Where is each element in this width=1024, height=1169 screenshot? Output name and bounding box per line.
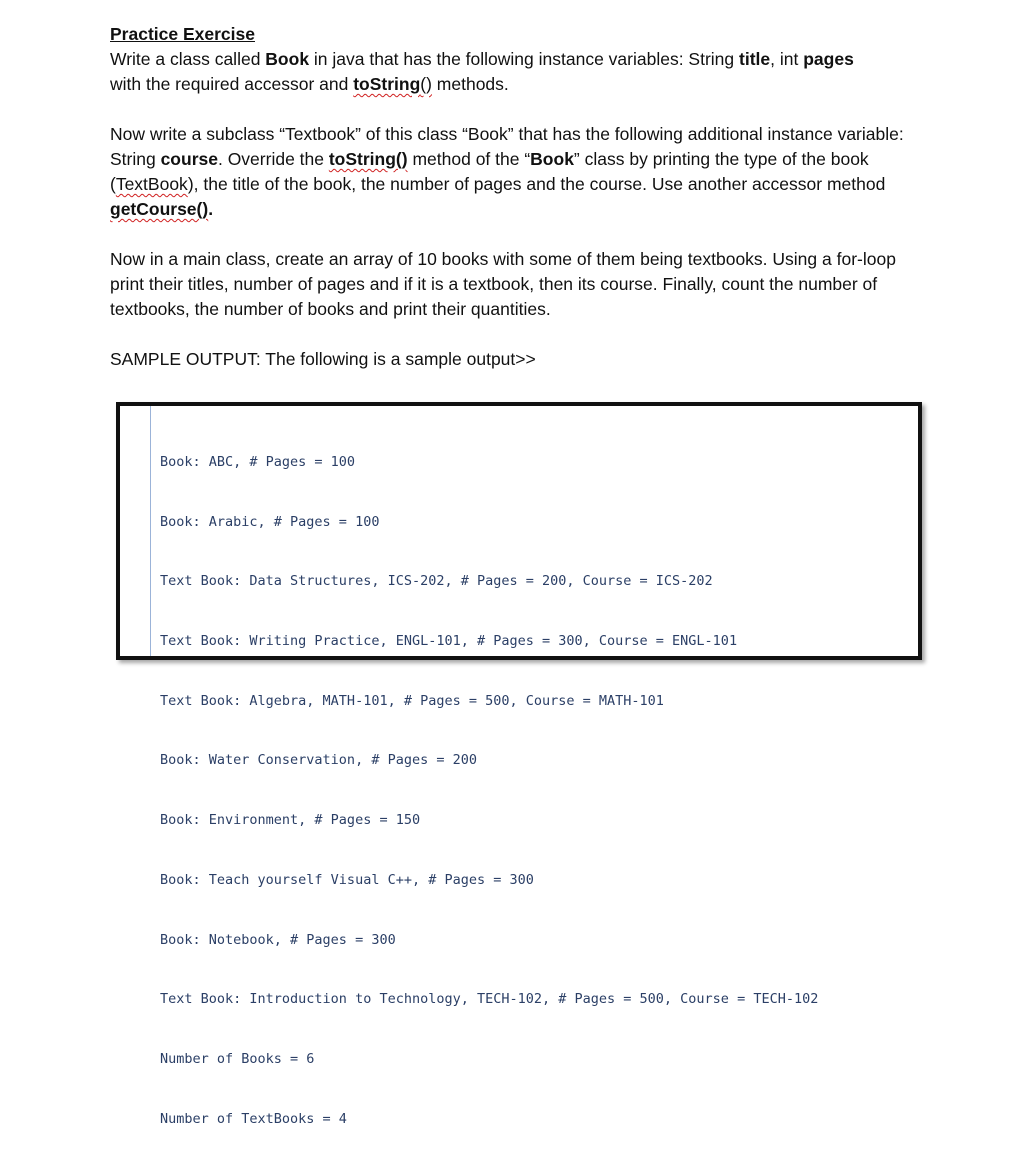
output-line: Book: Environment, # Pages = 150: [160, 812, 421, 829]
sample-output-label: SAMPLE OUTPUT: The following is a sample output>>: [110, 349, 536, 369]
bold-text: pages: [803, 49, 854, 69]
text: ” class by printing the type of the book (: [110, 149, 869, 194]
output-line: Book: Water Conservation, # Pages = 200: [160, 752, 477, 769]
bold-text: getCourse(): [110, 199, 209, 219]
text: ), the title of the book, the number of pages and the course. Use another accessor method: [187, 174, 886, 194]
output-line: Text Book: Data Structures, ICS-202, # Pages = 200, Course = ICS-202: [160, 573, 713, 590]
paragraph-book-class: [110, 47, 910, 97]
console-output-lines: [160, 413, 818, 1169]
sample-output-console: [116, 402, 922, 1127]
text: Write a class called: [110, 49, 266, 69]
text: . Override the: [217, 149, 329, 169]
bold-text: toString(): [328, 149, 408, 169]
paragraph-textbook-subclass: [110, 122, 910, 222]
output-line: Book: Teach yourself Visual C++, # Pages = 300: [160, 871, 534, 888]
bold-text: Book: [265, 49, 310, 69]
text: with the required accessor and: [110, 74, 354, 94]
bold-text: Book: [530, 149, 574, 169]
text: Now write a subclass “Textbook” of this class “Book” that has the following additional instance variable: String: [110, 124, 904, 169]
output-line: Number of Books = 6: [160, 1051, 315, 1067]
output-line: Book: Notebook, # Pages = 300: [160, 931, 396, 948]
output-line: Text Book: Writing Practice, ENGL-101, # Pages = 300, Course = ENGL-101: [160, 632, 738, 649]
bold-text: title: [739, 49, 771, 69]
text: in java that has the following instance variables: String: [309, 49, 740, 69]
bold-text: course: [160, 149, 218, 169]
text: .: [208, 199, 214, 219]
output-line: Text Book: Introduction to Technology, TECH-102, # Pages = 500, Course = TECH-102: [160, 991, 819, 1008]
text: TextBook: [115, 174, 188, 194]
page-title: Practice Exercise: [110, 24, 255, 44]
bold-text: toString: [353, 74, 421, 94]
text: methods.: [431, 74, 509, 94]
output-line: Book: Arabic, # Pages = 100: [160, 513, 380, 530]
output-line: Number of TextBooks = 4: [160, 1110, 347, 1127]
output-line: Book: ABC, # Pages = 100: [160, 453, 356, 470]
console-gutter-line: [150, 406, 151, 656]
paragraph-main-class: Now in a main class, create an array of 10 books with some of them being textbooks. Using a for-loop print their titles, number of pages and if it is a textbook, then its course. Finally, count the number of textbooks, the number of books and print their quantities.: [110, 249, 896, 319]
text: (): [420, 74, 432, 94]
text: method of the “: [407, 149, 531, 169]
document-body: [110, 22, 910, 397]
output-line: Text Book: Algebra, MATH-101, # Pages = 500, Course = MATH-101: [160, 692, 664, 709]
text: , int: [770, 49, 804, 69]
